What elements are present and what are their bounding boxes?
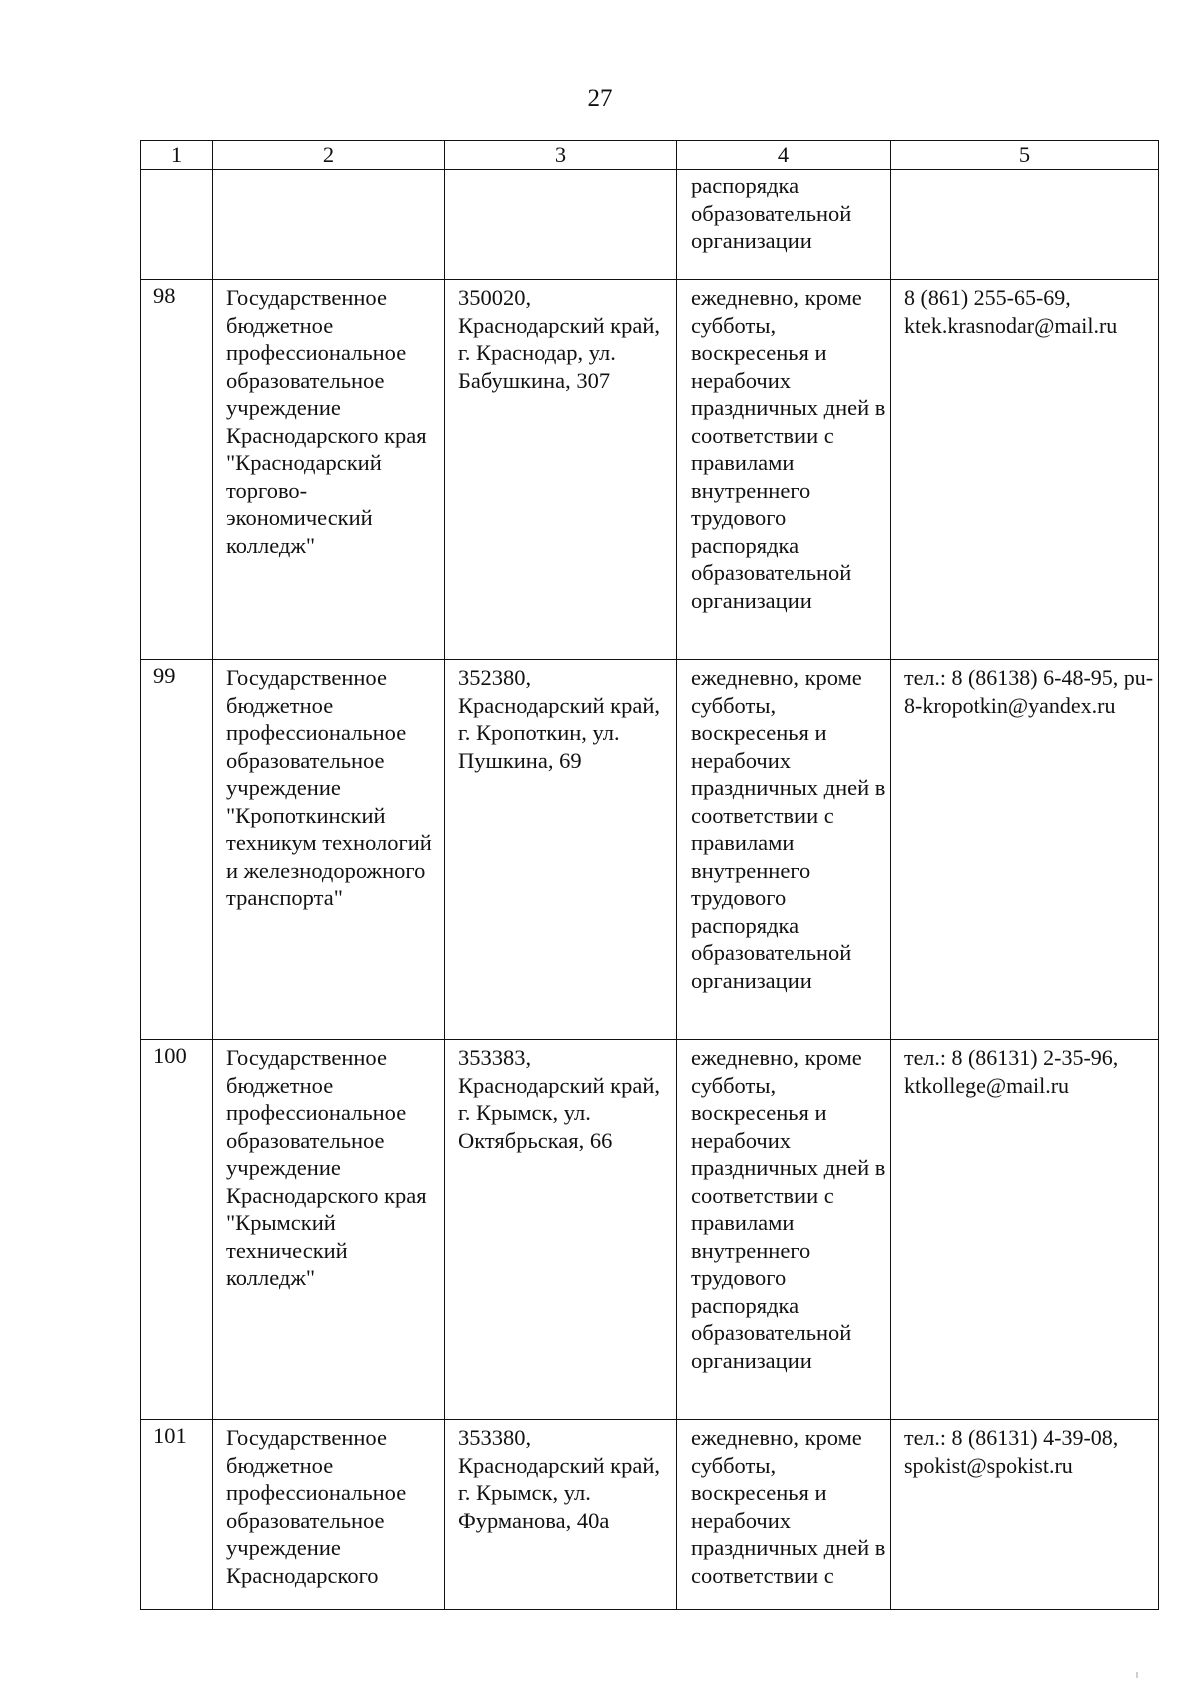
scan-artifact xyxy=(1136,1672,1138,1678)
column-number-row xyxy=(141,141,1159,170)
row-number-cell xyxy=(141,280,213,660)
institution-name-cell xyxy=(213,170,445,280)
institution-name-cell xyxy=(213,280,445,660)
row-number-cell xyxy=(141,660,213,1040)
contacts-cell xyxy=(891,1040,1159,1420)
table-row xyxy=(141,660,1159,1040)
working-hours-cell xyxy=(677,1420,891,1610)
institution-name: Государственное бюджетное профессиональное образовательное учреждение Краснодарского xyxy=(226,1425,407,1588)
contacts-cell xyxy=(891,1420,1159,1610)
working-hours: распорядка образовательной организации xyxy=(691,173,852,253)
column-number-2: 2 xyxy=(213,141,445,170)
column-number-1: 1 xyxy=(141,141,213,170)
row-number: 99 xyxy=(153,663,176,688)
address-cell xyxy=(445,280,677,660)
row-number-cell xyxy=(141,170,213,280)
working-hours-cell xyxy=(677,280,891,660)
address-cell xyxy=(445,1040,677,1420)
row-number xyxy=(141,170,212,172)
column-number-5: 5 xyxy=(891,141,1159,170)
contacts xyxy=(891,170,1158,172)
contacts-cell xyxy=(891,170,1159,280)
working-hours: ежедневно, кроме субботы, воскресенья и нерабочих праздничных дней в соответствии с правилами внутреннего трудового распорядка образовательной организации xyxy=(691,665,886,993)
contacts: 8 (861) 255-65-69, ktek.krasnodar@mail.ru xyxy=(904,285,1118,338)
row-number-cell xyxy=(141,1420,213,1610)
institution-name: Государственное бюджетное профессиональное образовательное учреждение Краснодарского края "Крымский технический колледж" xyxy=(226,1045,427,1290)
working-hours-cell xyxy=(677,170,891,280)
institution-name-cell xyxy=(213,1420,445,1610)
contacts: тел.: 8 (86138) 6-48-95, pu-8-kropotkin@yandex.ru xyxy=(904,665,1154,718)
table-row xyxy=(141,1040,1159,1420)
column-number-4: 4 xyxy=(677,141,891,170)
working-hours: ежедневно, кроме субботы, воскресенья и нерабочих праздничных дней в соответствии с xyxy=(691,1425,886,1588)
row-number: 98 xyxy=(153,283,176,308)
contacts-cell xyxy=(891,660,1159,1040)
working-hours: ежедневно, кроме субботы, воскресенья и нерабочих праздничных дней в соответствии с правилами внутреннего трудового распорядка образовательной организации xyxy=(691,285,886,613)
institution-name: Государственное бюджетное профессиональное образовательное учреждение Краснодарского края "Краснодарский торгово-экономический колледж" xyxy=(226,285,427,558)
contacts: тел.: 8 (86131) 4-39-08, spokist@spokist.ru xyxy=(904,1425,1119,1478)
column-number-3: 3 xyxy=(445,141,677,170)
address: 352380, Краснодарский край, г. Кропоткин, ул. Пушкина, 69 xyxy=(458,665,661,773)
address-cell xyxy=(445,660,677,1040)
row-number: 101 xyxy=(153,1423,187,1448)
address-cell xyxy=(445,1420,677,1610)
address-cell xyxy=(445,170,677,280)
table-row xyxy=(141,280,1159,660)
working-hours-cell xyxy=(677,1040,891,1420)
institution-name xyxy=(213,170,444,172)
address: 350020, Краснодарский край, г. Краснодар, ул. Бабушкина, 307 xyxy=(458,285,661,393)
institutions-table xyxy=(140,140,1159,1610)
working-hours: ежедневно, кроме субботы, воскресенья и нерабочих праздничных дней в соответствии с правилами внутреннего трудового распорядка образовательной организации xyxy=(691,1045,886,1373)
row-number: 100 xyxy=(153,1043,187,1068)
table-row-continuation xyxy=(141,170,1159,280)
row-number-cell xyxy=(141,1040,213,1420)
institution-name-cell xyxy=(213,1040,445,1420)
address: 353383, Краснодарский край, г. Крымск, ул. Октябрьская, 66 xyxy=(458,1045,661,1153)
working-hours-cell xyxy=(677,660,891,1040)
table-row xyxy=(141,1420,1159,1610)
address xyxy=(445,170,676,172)
contacts-cell xyxy=(891,280,1159,660)
institution-name: Государственное бюджетное профессиональное образовательное учреждение "Кропоткинский техникум технологий и железнодорожного транспорта" xyxy=(226,665,432,910)
page-number: 27 xyxy=(587,85,613,112)
contacts: тел.: 8 (86131) 2-35-96, ktkollege@mail.ru xyxy=(904,1045,1119,1098)
address: 353380, Краснодарский край, г. Крымск, ул. Фурманова, 40а xyxy=(458,1425,661,1533)
institution-name-cell xyxy=(213,660,445,1040)
